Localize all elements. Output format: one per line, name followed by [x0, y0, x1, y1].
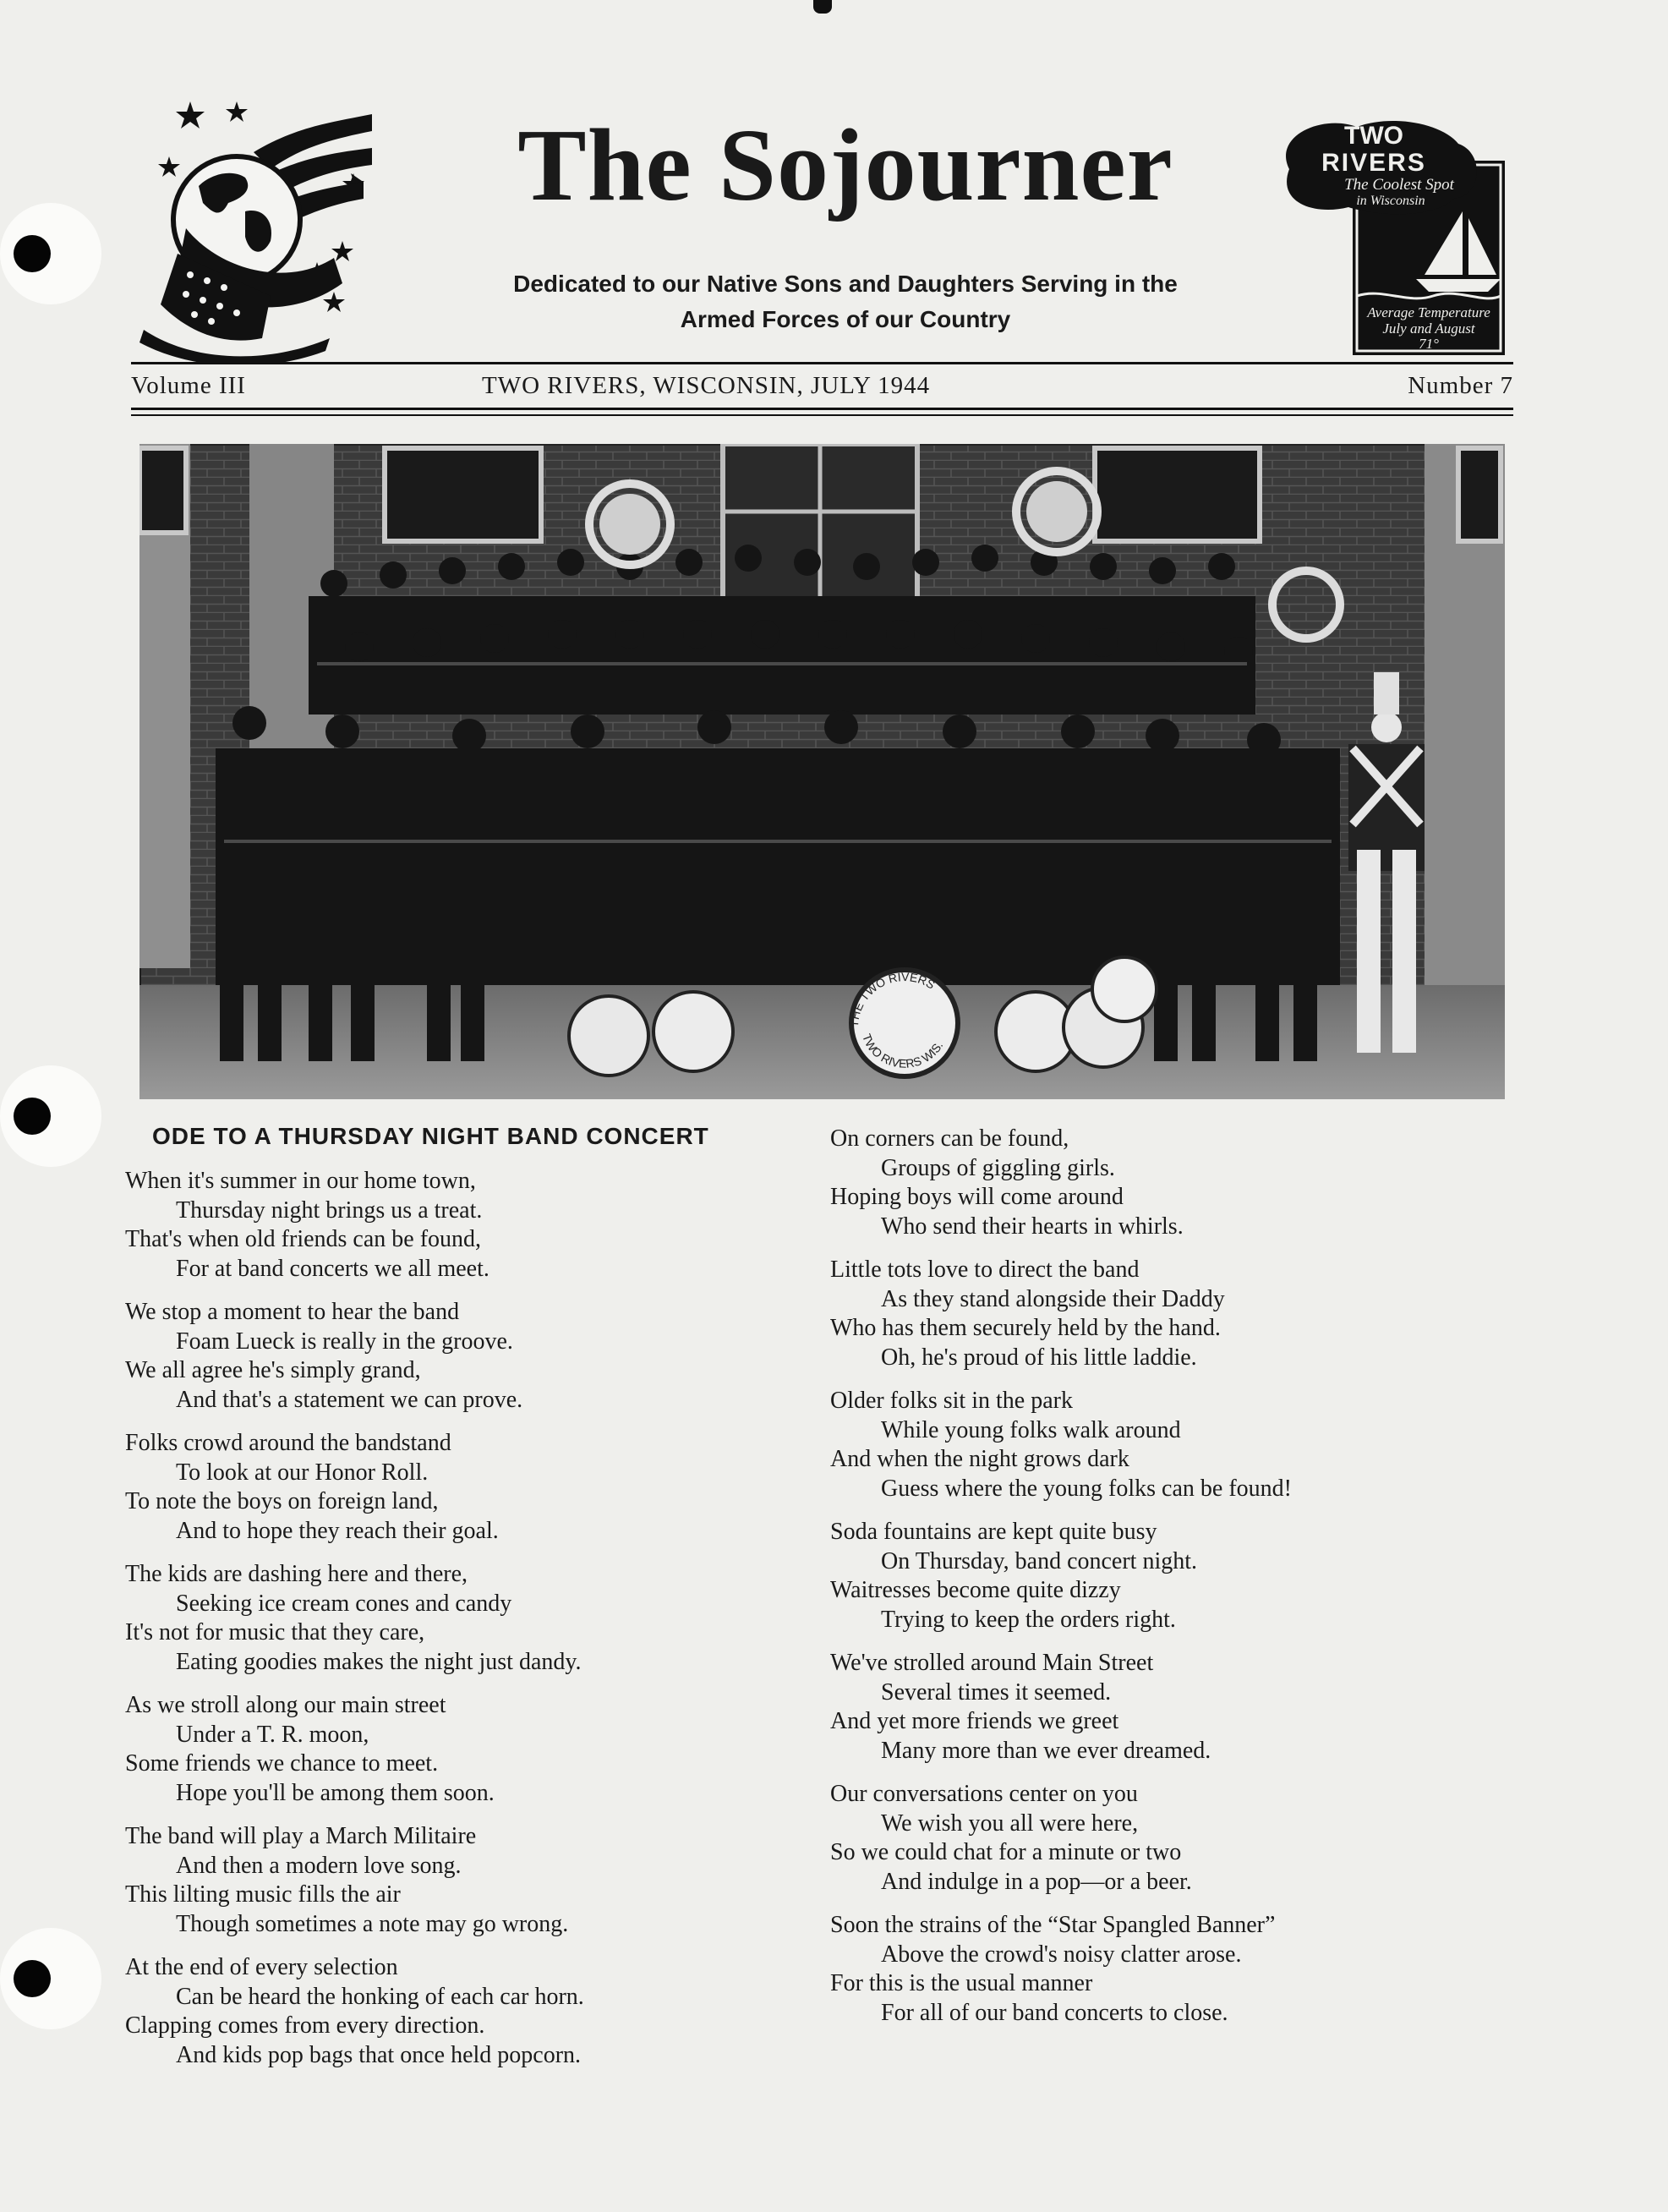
poem-stanza [125, 1822, 818, 1939]
poem-line: We stop a moment to hear the band [125, 1299, 460, 1325]
poem-line: Above the crowd's noisy clatter arose. [881, 1941, 1242, 1968]
badge-line1: TWO [1344, 122, 1403, 150]
poem-line: Little tots love to direct the band [830, 1257, 1140, 1283]
poem-line: And that's a statement we can prove. [176, 1386, 523, 1413]
poem-line: Trying to keep the orders right. [881, 1606, 1176, 1633]
rule-top [131, 362, 1513, 364]
poem-line: Folks crowd around the bandstand [125, 1430, 451, 1456]
poem-left-column [125, 1167, 818, 2084]
poem-line: That's when old friends can be found, [125, 1226, 482, 1252]
poem-title: ODE TO A THURSDAY NIGHT BAND CONCERT [152, 1123, 709, 1149]
punch-hole [0, 1065, 101, 1167]
poem-line: At the end of every selection [125, 1954, 398, 1980]
newsletter-title: The Sojourner [517, 108, 1173, 222]
poem-stanza [125, 1298, 818, 1415]
poem-right-column [830, 1125, 1523, 2042]
poem-line: Seeking ice cream cones and candy [176, 1590, 512, 1617]
poem-line: Waitresses become quite dizzy [830, 1577, 1121, 1603]
poem-line: And kids pop bags that once held popcorn. [176, 2041, 582, 2068]
poem-line: Several times it seemed. [881, 1678, 1112, 1706]
poem-line: Groups of giggling girls. [881, 1154, 1115, 1181]
poem-line: Thursday night brings us a treat. [176, 1196, 483, 1224]
poem-line: The kids are dashing here and there, [125, 1561, 468, 1587]
drum-text-bottom: TWO RIVERS WIS. [860, 1032, 946, 1070]
poem-line: On corners can be found, [830, 1125, 1069, 1152]
poem-line: We all agree he's simply grand, [125, 1357, 421, 1383]
poem-line: And then a modern love song. [176, 1852, 462, 1879]
band-photograph [139, 444, 1505, 1099]
poem-stanza [830, 1780, 1523, 1897]
poem-line: Soda fountains are kept quite busy [830, 1519, 1157, 1545]
issue-number: Number 7 [1408, 372, 1513, 399]
poem-line: Hoping boys will come around [830, 1184, 1124, 1210]
poem-line: Who has them securely held by the hand. [830, 1315, 1221, 1341]
rule-bottom-thin [131, 414, 1513, 416]
poem-line: And indulge in a pop—or a beer. [881, 1868, 1192, 1895]
poem-line: On Thursday, band concert night. [881, 1547, 1198, 1574]
poem-stanza [125, 1691, 818, 1808]
poem-stanza [125, 1167, 818, 1284]
badge-tagline1: The Coolest Spot [1344, 176, 1454, 194]
poem-line: The band will play a March Militaire [125, 1823, 477, 1849]
poem-line: As they stand alongside their Daddy [881, 1285, 1225, 1312]
poem-line: Oh, he's proud of his little laddie. [881, 1344, 1197, 1371]
volume-label: Volume III [131, 372, 246, 399]
dateline [131, 372, 1513, 406]
poem-line: For this is the usual manner [830, 1970, 1093, 1996]
staple-mark [813, 0, 832, 14]
poem-line: Guess where the young folks can be found! [881, 1475, 1292, 1502]
poem-line: Eating goodies makes the night just dandy. [176, 1648, 582, 1675]
poem-stanza [125, 1429, 818, 1546]
punch-hole [0, 1928, 101, 2029]
poem-line: And when the night grows dark [830, 1446, 1129, 1472]
badge-line2: RIVERS [1321, 149, 1426, 177]
punch-hole [0, 203, 101, 304]
poem-line: Under a T. R. moon, [176, 1721, 369, 1748]
poem-line: While young folks walk around [881, 1416, 1181, 1443]
poem-stanza [830, 1518, 1523, 1634]
poem-line: Foam Lueck is really in the groove. [176, 1328, 513, 1355]
poem-line: For all of our band concerts to close. [881, 1999, 1228, 2026]
poem-line: For at band concerts we all meet. [176, 1255, 489, 1282]
globe-flag-logo [127, 93, 380, 364]
rule-bottom [131, 408, 1513, 410]
poem-line: Can be heard the honking of each car horn. [176, 1983, 584, 2010]
poem-stanza [125, 1953, 818, 2070]
poem-line: Clapping comes from every direction. [125, 2012, 485, 2039]
drum-text-top: THE TWO RIVERS [846, 969, 938, 1028]
poem-line: As we stroll along our main street [125, 1692, 446, 1718]
poem-line: Many more than we ever dreamed. [881, 1737, 1211, 1764]
poem-line: Though sometimes a note may go wrong. [176, 1910, 569, 1937]
dedication-line: Armed Forces of our Country [680, 306, 1011, 332]
poem-line: This lilting music fills the air [125, 1881, 401, 1908]
dedication-line: Dedicated to our Native Sons and Daughters Serving in the [513, 271, 1178, 297]
badge-tagline2: in Wisconsin [1356, 194, 1425, 208]
badge-temp3: 71° [1419, 336, 1439, 352]
poem-line: And to hope they reach their goal. [176, 1517, 499, 1544]
poem-line: To note the boys on foreign land, [125, 1488, 439, 1514]
place-date: TWO RIVERS, WISCONSIN, JULY 1944 [482, 372, 931, 399]
poem-line: And yet more friends we greet [830, 1708, 1119, 1734]
poem-line: Our conversations center on you [830, 1781, 1138, 1807]
poem-stanza [830, 1256, 1523, 1372]
poem-line: When it's summer in our home town, [125, 1168, 476, 1194]
poem-line: Some friends we chance to meet. [125, 1750, 439, 1777]
poem-line: To look at our Honor Roll. [176, 1459, 429, 1486]
poem-line: Who send their hearts in whirls. [881, 1213, 1184, 1240]
poem-line: Hope you'll be among them soon. [176, 1779, 495, 1806]
badge-temp2: July and August [1382, 320, 1475, 337]
poem-line: So we could chat for a minute or two [830, 1839, 1182, 1865]
poem-stanza [830, 1387, 1523, 1503]
poem-line: Soon the strains of the “Star Spangled Banner” [830, 1912, 1276, 1938]
poem-stanza [830, 1911, 1523, 2028]
badge-temp1: Average Temperature [1367, 304, 1490, 320]
poem-line: We've strolled around Main Street [830, 1650, 1154, 1676]
poem-stanza [830, 1125, 1523, 1241]
poem-line: We wish you all were here, [881, 1810, 1139, 1837]
two-rivers-badge [1272, 118, 1509, 355]
poem-line: It's not for music that they care, [125, 1619, 425, 1645]
dedication [397, 266, 1293, 337]
poem-stanza [125, 1560, 818, 1677]
poem-stanza [830, 1649, 1523, 1766]
poem-line: Older folks sit in the park [830, 1388, 1073, 1414]
